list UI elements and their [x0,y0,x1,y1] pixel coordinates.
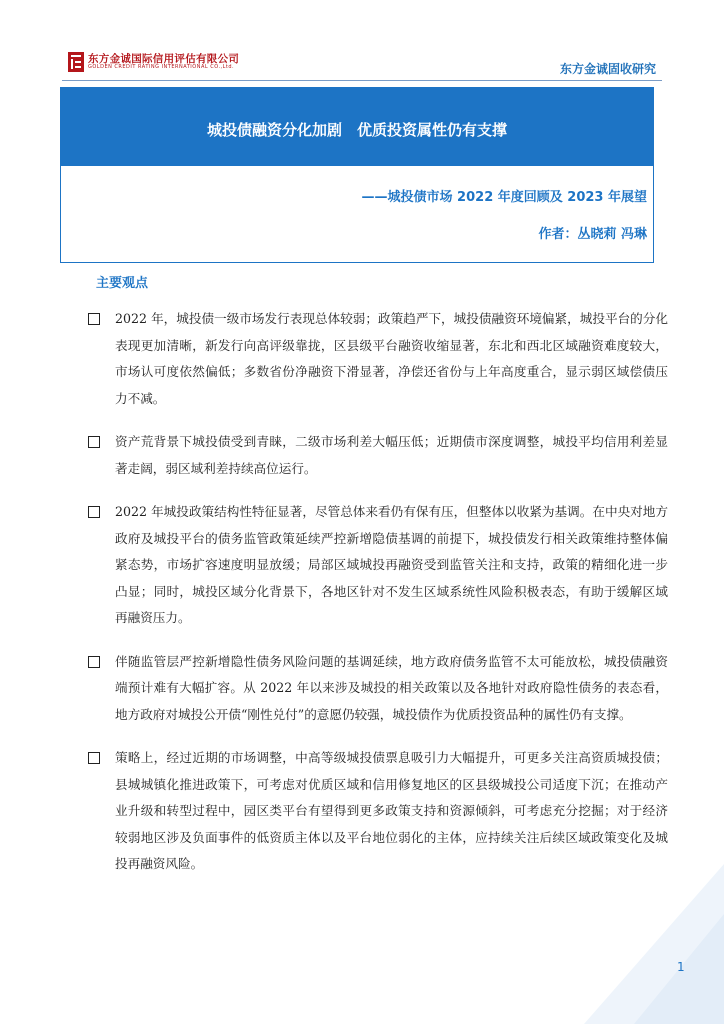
list-item-text: 资产荒背景下城投债受到青睐，二级市场利差大幅压低；近期债市深度调整，城投平均信用利差显著走阔，弱区域利差持续高位运行。 [115,434,668,476]
list-item [88,649,668,729]
report-title: 城投债融资分化加剧 优质投资属性仍有支撑 [206,121,507,139]
checkbox-bullet-icon [88,436,100,448]
list-item-text: 2022 年，城投债一级市场发行表现总体较弱；政策趋严下，城投债融资环境偏紧，城投平台的分化表现更加清晰，新发行向高评级靠拢，区县级平台融资收缩显著，东北和西北区域融资难度较大，市场认可度依然偏低；多数省份净融资下滑显著，净偿还省份与上年高度重合，显示弱区域偿债压力不减。 [115,311,668,406]
title-box [60,87,654,263]
key-points-list [88,306,668,895]
company-logo [68,50,268,76]
list-item [88,429,668,482]
corner-decoration [564,824,724,1024]
checkbox-bullet-icon [88,506,100,518]
header-label: 东方金诚固收研究 [559,62,656,76]
list-item-text: 伴随监管层严控新增隐性债务风险问题的基调延续，地方政府债务监管不太可能放松，城投债融资端预计难有大幅扩容。从 2022 年以来涉及城投的相关政策以及各地针对政府隐性债务的表态看，地方政府对城投公开债“刚性兑付”的意愿仍较强，城投债作为优质投资品种的属性仍有支撑。 [115,653,668,722]
header-divider [62,80,662,81]
company-name-en: GOLDEN CREDIT RATING INTERNATIONAL CO.,Ltd. [88,64,235,70]
page-number: 1 [677,960,685,974]
section-heading: 主要观点 [96,276,149,291]
company-logo-icon [68,52,84,72]
title-band [61,88,653,166]
list-item-text: 2022 年城投政策结构性特征显著，尽管总体来看仍有保有压，但整体以收紧为基调。在中央对地方政府及城投平台的债务监管政策延续严控新增隐债基调的前提下，城投债发行相关政策维持整体偏紧态势，市场扩容速度明显放缓；局部区域城投再融资受到监管关注和支持，政策的精细化进一步凸显；同时，城投区域分化背景下，各地区针对不发生区域系统性风险积极表态，有助于缓解区域再融资压力。 [115,504,668,625]
report-subtitle: ——城投债市场 2022 年度回顾及 2023 年展望 [361,190,647,205]
company-name-cn: 东方金诚国际信用评估有限公司 [88,53,240,65]
list-item [88,499,668,632]
checkbox-bullet-icon [88,313,100,325]
report-authors: 作者：丛晓莉 冯琳 [538,227,647,242]
list-item [88,306,668,412]
page-header [0,0,724,80]
checkbox-bullet-icon [88,752,100,764]
checkbox-bullet-icon [88,656,100,668]
list-item-text: 策略上，经过近期的市场调整，中高等级城投债票息吸引力大幅提升，可更多关注高资质城投债；县城城镇化推进政策下，可考虑对优质区域和信用修复地区的区县级城投公司适度下沉；在推动产业升级和转型过程中，园区类平台有望得到更多政策支持和资源倾斜，可考虑充分挖掘；对于经济较弱地区涉及负面事件的低资质主体以及平台地位弱化的主体，应持续关注后续区域政策变化及城投再融资风险。 [115,750,668,871]
